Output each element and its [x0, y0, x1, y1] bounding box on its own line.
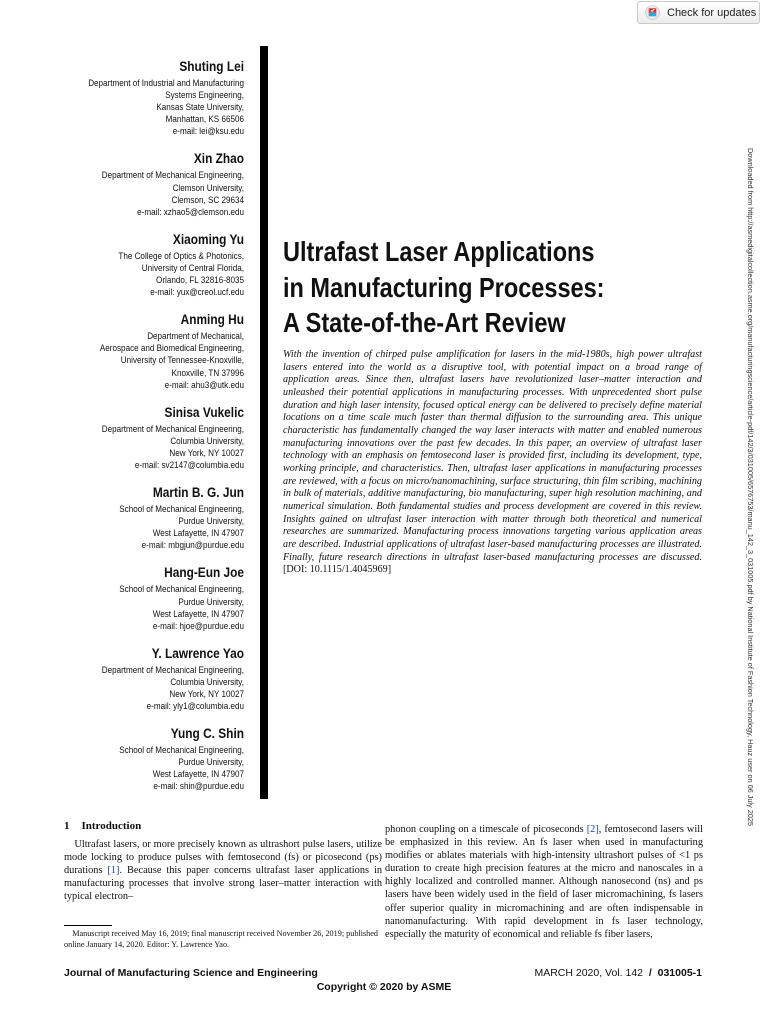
- author-name: Yung C. Shin: [170, 726, 244, 742]
- author-email[interactable]: e-mail: shin@purdue.edu: [153, 781, 244, 792]
- affiliation-line: The College of Optics & Photonics,: [118, 250, 244, 261]
- download-watermark: [744, 148, 756, 882]
- author-name: Xin Zhao: [193, 151, 244, 167]
- author-name: Sinisa Vukelic: [164, 404, 244, 420]
- affiliation-line: School of Mechanical Engineering,: [119, 584, 244, 595]
- affiliation-line: Clemson, SC 29634: [171, 194, 244, 205]
- affiliation-line: School of Mechanical Engineering,: [119, 745, 244, 756]
- author-block: [60, 59, 244, 137]
- page-number: 031005-1: [657, 967, 702, 979]
- affiliation-line: West Lafayette, IN 47907: [152, 528, 244, 539]
- affiliation-line: West Lafayette, IN 47907: [152, 769, 244, 780]
- affiliation-line: Systems Engineering,: [165, 90, 244, 101]
- copyright: Copyright © 2020 by ASME: [316, 981, 452, 993]
- affiliation-line: Orlando, FL 32816-8035: [156, 275, 244, 286]
- affiliation-line: School of Mechanical Engineering,: [119, 504, 244, 515]
- affiliation-line: Manhattan, KS 66506: [165, 114, 244, 125]
- affiliation-line: Columbia University,: [170, 435, 244, 446]
- affiliation-line: Department of Mechanical,: [147, 331, 244, 342]
- author-name: Hang-Eun Joe: [164, 565, 244, 581]
- paragraph-text: . Because this paper concerns ultrafast laser applications in manufacturing processes that involve strong laser–matter interaction with typical electron–: [64, 865, 382, 903]
- author-name: Anming Hu: [180, 312, 244, 328]
- author-block: [60, 232, 244, 298]
- check-for-updates-button[interactable]: [637, 1, 760, 24]
- citation-link[interactable]: [2]: [586, 824, 599, 835]
- author-email[interactable]: e-mail: hjoe@purdue.edu: [152, 620, 244, 631]
- title-line: in Manufacturing Processes:: [283, 271, 605, 303]
- paragraph-text: phonon coupling on a timescale of picoseconds: [385, 824, 587, 835]
- affiliation-line: University of Central Florida,: [141, 262, 244, 273]
- affiliation-line: West Lafayette, IN 47907: [152, 608, 244, 619]
- footnote: [64, 929, 378, 950]
- affiliation-line: Department of Mechanical Engineering,: [101, 423, 244, 434]
- doi-link[interactable]: [DOI: 10.1115/1.4045969]: [283, 564, 392, 576]
- affiliation-line: Department of Industrial and Manufacturing: [88, 78, 244, 88]
- paper-title: [283, 234, 619, 341]
- author-block: [60, 485, 244, 551]
- body-column-left: [64, 820, 382, 904]
- affiliation-line: Purdue University,: [178, 757, 244, 768]
- affiliation-line: New York, NY 10027: [169, 689, 244, 699]
- section-title: Introduction: [81, 820, 142, 832]
- author-block: [60, 405, 244, 471]
- author-list: [60, 59, 244, 807]
- body-column-right: [385, 823, 703, 941]
- author-name: Martin B. G. Jun: [152, 485, 244, 501]
- author-email[interactable]: e-mail: mbgjun@purdue.edu: [141, 540, 244, 551]
- vertical-divider-bar: [260, 46, 268, 799]
- affiliation-line: University of Tennessee-Knoxville,: [120, 355, 244, 366]
- title-line: Ultrafast Laser Applications: [283, 236, 595, 267]
- affiliation-line: Purdue University,: [178, 596, 244, 607]
- author-block: [60, 565, 244, 631]
- author-block: [60, 151, 244, 217]
- title-line: A State-of-the-Art Review: [283, 307, 566, 338]
- author-block: [60, 726, 244, 792]
- abstract: [283, 349, 702, 577]
- footnote-text: Manuscript received May 16, 2019; final manuscript received November 26, 2019; published online January 14, 2020. Editor: Y. Lawrence Yao.: [64, 929, 378, 949]
- section-heading: [64, 820, 382, 833]
- abstract-text: With the invention of chirped pulse amplification for lasers in the mid-1980s, high power ultrafast lasers entered into the world as a disruptive tool, with potential impact on a broad range of application areas. Since then, ultrafast lasers have revolutionized laser–matter interaction and unleashed their potential applications in manufacturing processes. With unprecedented short pulse duration and high laser intensity, focused optical energy can be delivered to precisely define material locations on a time scale much faster than thermal diffusion to the surrounding area. This unique characteristic has fundamentally changed the way laser interacts with matter and enabled numerous manufacturing innovations over the past few decades. In this paper, an overview of ultrafast laser technology with an emphasis on femtosecond laser is provided first, including its development, type, working principle, and characteristics. Then, ultrafast laser applications in manufacturing processes are reviewed, with a focus on micro/nanomachining, surface structuring, thin film scribing, machining in bulk of materials, additive manufacturing, bio manufacturing, super high resolution machining, and numerical simulation. Both fundamental studies and process development are covered in this review. Insights gained on ultrafast laser interaction with matter through both theoretical and numerical researches are summarized. Manufacturing process innovations targeting various application areas are described. Industrial applications of ultrafast laser-based manufacturing processes are illustrated. Finally, future research directions in ultrafast laser-based manufacturing processes are discussed.: [283, 349, 702, 563]
- issue-info: [534, 967, 702, 979]
- author-name: Shuting Lei: [179, 59, 244, 74]
- author-email[interactable]: e-mail: sv2147@columbia.edu: [134, 459, 244, 470]
- affiliation-line: Aerospace and Biomedical Engineering,: [99, 343, 244, 354]
- author-email[interactable]: e-mail: ahu3@utk.edu: [164, 379, 244, 390]
- download-watermark-text: Downloaded from http://asmedigitalcollection.asme.org/manufacturingscience/article-pdf/142/3/031005/6576753/manu_142_3_031005.pdf by National Institute of Fashion Technology, Hauz user on 06 July 2025: [746, 148, 755, 826]
- citation-link[interactable]: [1]: [107, 865, 120, 877]
- issue-date-volume: MARCH 2020, Vol. 142: [534, 967, 644, 979]
- author-block: [60, 646, 244, 712]
- affiliation-line: Columbia University,: [170, 676, 244, 687]
- author-email[interactable]: e-mail: yux@creol.ucf.edu: [150, 287, 244, 298]
- affiliation-line: Knoxville, TN 37996: [171, 367, 244, 378]
- crossmark-icon: [645, 5, 660, 20]
- section-number: 1: [64, 820, 70, 832]
- author-email[interactable]: e-mail: xzhao5@clemson.edu: [137, 206, 244, 217]
- paragraph-text: , femtosecond lasers will be emphasized in this review. An fs laser when used in manufacturing modifies or ablates materials with high-intensity ultrashort pulses of <1 ps duration to create high precision features at the micro and nanoscales in a highly localized and controlled manner. Although nanosecond (ns) and ps lasers have been widely used in the field of laser micromachining, fs lasers offer superior quality in micromachining and are often indispensable in nanomanufacturing. With rapid development in fs laser technology, especially the maturity of economical and reliable fs fiber lasers,: [385, 824, 703, 940]
- journal-name: Journal of Manufacturing Science and Engineering: [64, 967, 318, 979]
- affiliation-line: New York, NY 10027: [169, 447, 244, 458]
- affiliation-line: Clemson University,: [172, 182, 244, 193]
- paragraph-text: Ultrafast lasers, or more precisely known as ultrashort pulse lasers, utilize mode locking to produce pulses with femtosecond (fs) or picosecond (ps) durations: [64, 839, 382, 877]
- author-name: Xiaoming Yu: [172, 231, 244, 247]
- author-block: [60, 312, 244, 390]
- affiliation-line: Department of Mechanical Engineering,: [101, 664, 244, 675]
- author-email[interactable]: e-mail: lei@ksu.edu: [172, 126, 244, 137]
- author-name: Y. Lawrence Yao: [151, 645, 244, 661]
- paragraph: [385, 823, 703, 941]
- check-for-updates-label: Check for updates: [667, 6, 757, 19]
- author-email[interactable]: e-mail: yly1@columbia.edu: [146, 701, 244, 712]
- footnote-rule: [64, 925, 112, 926]
- affiliation-line: Department of Mechanical Engineering,: [101, 170, 244, 181]
- affiliation-line: Kansas State University,: [156, 102, 244, 113]
- paragraph: [64, 838, 382, 903]
- footer-separator: /: [648, 967, 652, 979]
- affiliation-line: Purdue University,: [178, 516, 244, 527]
